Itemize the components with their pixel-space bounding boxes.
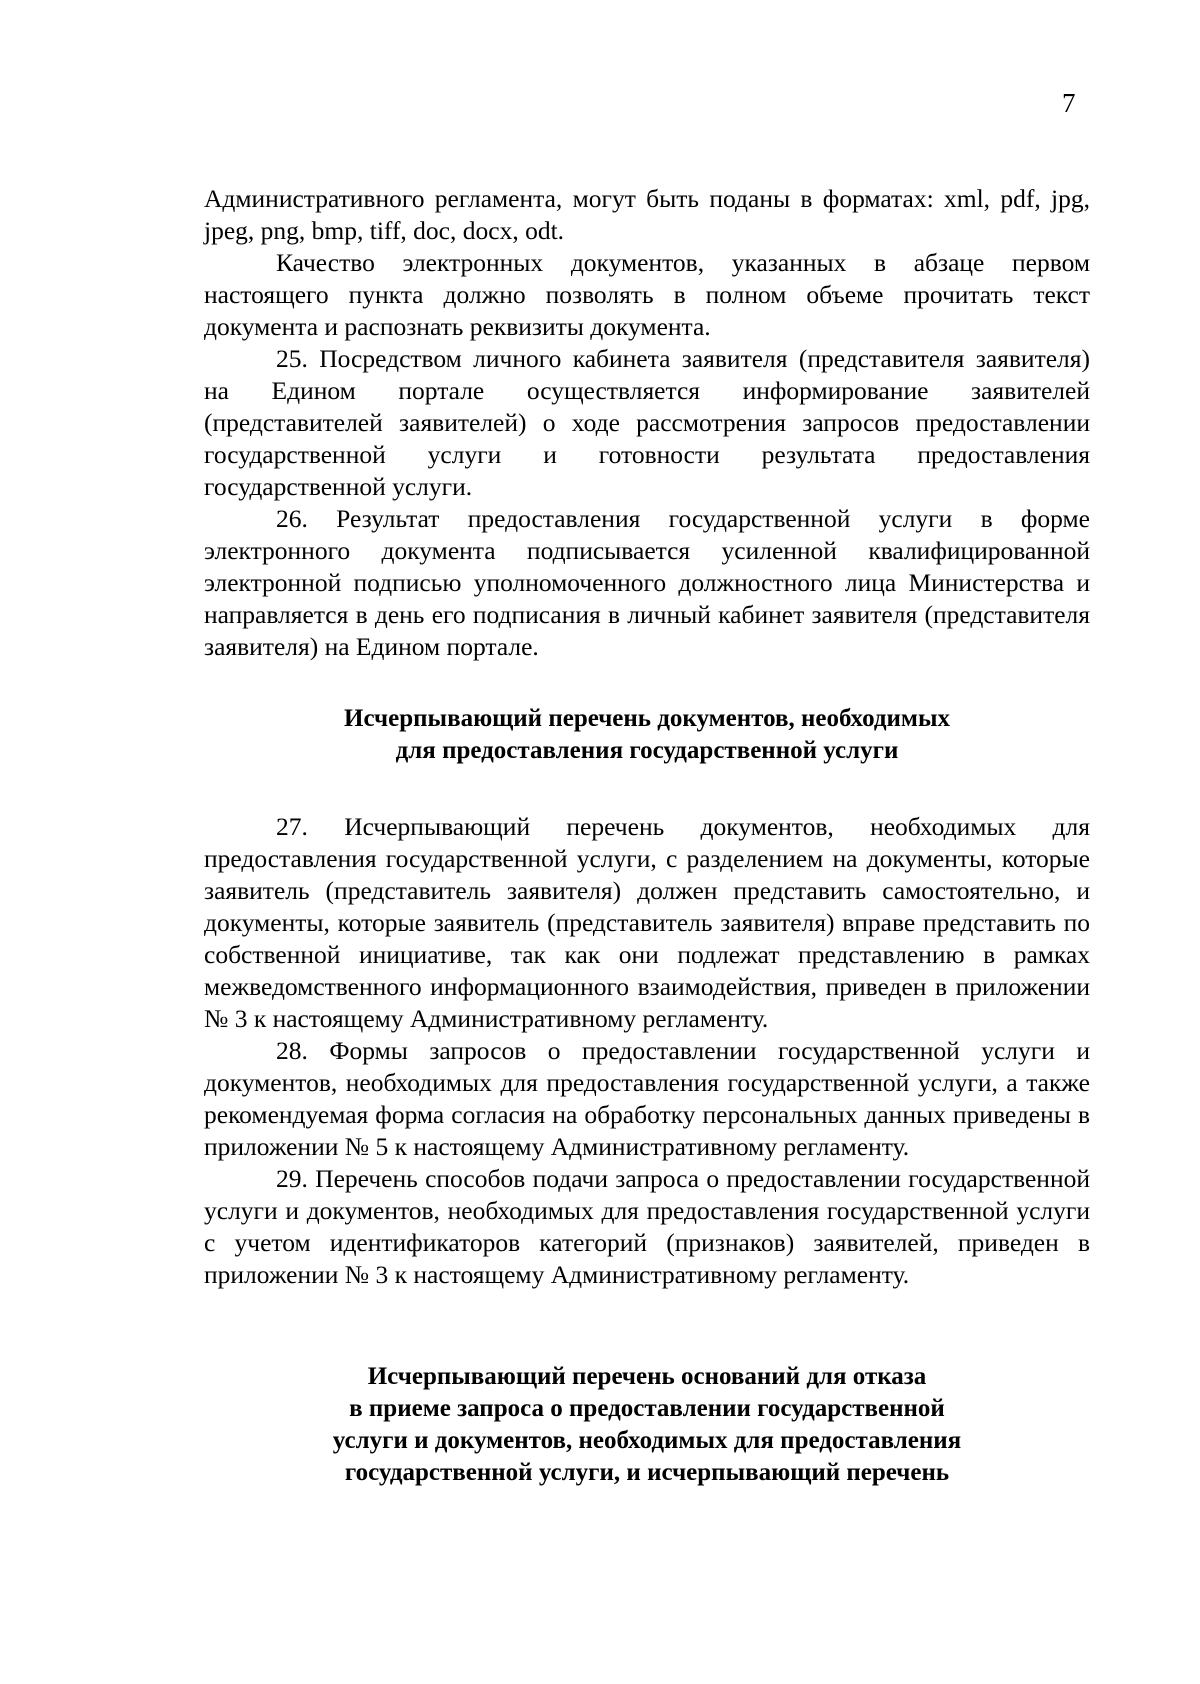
- paragraph-26: 26. Результат предоставления государственной услуги в форме электронного документа подписывается усиленной квалифицированной электронной подписью уполномоченного должностного лица Министерства и направляется в день его подписания в личный кабинет заявителя (представителя заявителя) на Едином портале.: [204, 504, 1090, 661]
- paragraph-27: 27. Исчерпывающий перечень документов, необходимых для предоставления государственной услуги, с разделением на документы, которые заявитель (представитель заявителя) должен представить самостоятельно, и документы, которые заявитель (представитель заявителя) вправе представить по собственной инициативе, так как они подлежат представлению в рамках межведомственного информационного взаимодействия, приведен в приложении № 3 к настоящему Административному регламенту.: [204, 812, 1090, 1033]
- heading-line: услуги и документов, необходимых для предоставления: [332, 1427, 962, 1454]
- page-number: 7: [1062, 88, 1076, 118]
- paragraph-quality: Качество электронных документов, указанных в абзаце первом настоящего пункта должно позволять в полном объеме прочитать текст документа и распознать реквизиты документа.: [204, 248, 1090, 341]
- section-heading-documents: [204, 703, 1090, 767]
- heading-line: в приеме запроса о предоставлении государственной: [349, 1395, 945, 1422]
- document-body: [204, 183, 1090, 1489]
- paragraph-formats: Административного регламента, могут быть поданы в форматах: xml, pdf, jpg, jpeg, png, bmp, tiff, doc, docx, odt.: [204, 184, 1090, 245]
- heading-line: государственной услуги, и исчерпывающий перечень: [344, 1459, 950, 1486]
- paragraph-28: 28. Формы запросов о предоставлении государственной услуги и документов, необходимых для предоставления государственной услуги, а также рекомендуемая форма согласия на обработку персональных данных приведены в приложении № 5 к настоящему Административному регламенту.: [204, 1036, 1090, 1161]
- section-heading-refusal: [204, 1361, 1090, 1489]
- paragraph-25: 25. Посредством личного кабинета заявителя (представителя заявителя) на Едином портале осуществляется информирование заявителей (представителей заявителей) о ходе рассмотрения запросов предоставлении государственной услуги и готовности результата предоставления государственной услуги.: [204, 344, 1090, 501]
- heading-line: для предоставления государственной услуги: [395, 737, 899, 764]
- heading-line: Исчерпывающий перечень документов, необходимых: [344, 705, 950, 732]
- paragraph-29: 29. Перечень способов подачи запроса о предоставлении государственной услуги и документов, необходимых для предоставления государственной услуги с учетом идентификаторов категорий (признаков) заявителей, приведен в приложении № 3 к настоящему Административному регламенту.: [204, 1164, 1090, 1289]
- heading-line: Исчерпывающий перечень оснований для отказа: [367, 1363, 927, 1390]
